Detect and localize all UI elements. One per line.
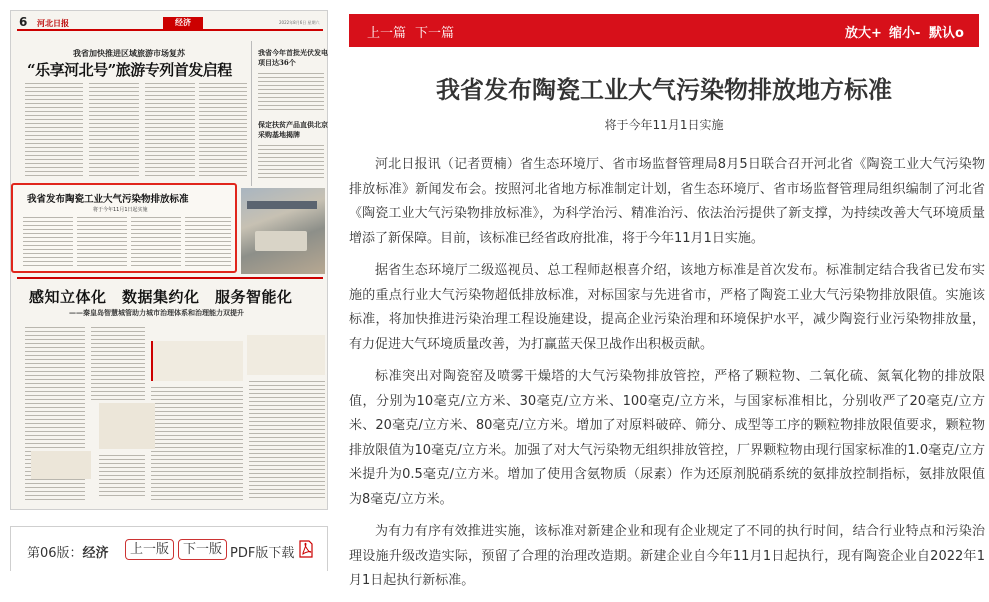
next-article-link[interactable]: 下一篇 [415, 26, 455, 41]
zoom-out-button[interactable]: 缩小- [889, 26, 921, 41]
article-paragraph: 标准突出对陶瓷窑及喷雾干燥塔的大气污染物排放管控，严格了颗粒物、二氧化硫、氮氧化物的排放限值，分别为10毫克/立方米、30毫克/立方米、100毫克/立方米，与国家标准相比，分别收严了20毫克/立方米、20毫克/立方米、80毫克/立方米。增加了对原料破碎、筛分、成型等工序的颗粒物排放限值要求，颗粒物排放限值为10毫克/立方米。加强了对大气污染物无组织排放管控，厂界颗粒物由现行国家标准的1.0毫克/立方米提升为0.5毫克/立方米。增加了使用含氨物质（尿素）作为还原剂脱硝系统的氨排放控制指标，氨排放限值为8毫克/立方米。 [349, 369, 985, 507]
newspaper-text-block [23, 217, 73, 269]
newspaper-headline-top[interactable]: “乐享河北号”旅游专列首发启程 [27, 61, 232, 79]
newspaper-page-thumbnail[interactable] [10, 10, 328, 510]
newspaper-text-block [145, 83, 195, 179]
selected-article-subtitle: 将于今年11月1日起实施 [93, 207, 148, 213]
pdf-icon[interactable] [299, 540, 313, 558]
article-title: 我省发布陶瓷工业大气污染物排放地方标准 [436, 76, 892, 104]
newspaper-pull-quote [151, 341, 243, 381]
prev-article-link[interactable]: 上一篇 [367, 26, 407, 41]
newspaper-section-rule [17, 277, 323, 279]
zoom-in-button[interactable]: 放大+ [845, 26, 882, 41]
article-paragraph: 河北日报讯（记者贾楠）省生态环境厅、省市场监督管理局8月5日联合召开河北省《陶瓷工业大气污染物排放标准》新闻发布会。按照河北省地方标准制定计划，省生态环境厅、省市场监督管理局组织编制了河北省《陶瓷工业大气污染物排放标准》，为科学治污、精准治污、依法治污提供了新支撑，为持续改善大气环境质量增添了新保障。目前，该标准已经省政府批准，将于今年11月1日实施。 [349, 157, 985, 246]
article-toolbar [349, 14, 979, 47]
newspaper-headline-main[interactable]: 感知立体化 数据集约化 服务智能化 [29, 288, 293, 306]
article-paragraph: 据省生态环境厅二级巡视员、总工程师赵根喜介绍，该地方标准是首次发布。标准制定结合我省已发布实施的重点行业大气污染物超低排放标准，对标国家与先进省市，严格了陶瓷工业大气污染物排放限值。实施该标准，将加快推进污染治理工程设施建设，提高企业污染治理和环境保护水平，减少陶瓷行业污染物排放量，有力促进大气环境质量改善，为打赢蓝天保卫战作出积极贡献。 [349, 263, 985, 352]
edition-prefix: 第06版： [27, 546, 83, 561]
newspaper-text-block [89, 83, 139, 179]
newspaper-pull-quote [247, 335, 325, 375]
prev-page-button[interactable]: 上一版 [125, 539, 174, 560]
newspaper-text-block [91, 327, 145, 403]
page-navigation-bar [10, 526, 328, 571]
newspaper-page-number: 6 [19, 15, 28, 29]
article-body [349, 153, 985, 602]
newspaper-subhead-main: ——秦皇岛智慧城管助力城市治理体系和治理能力双提升 [69, 308, 244, 317]
pdf-download-link[interactable]: PDF版下载 [230, 546, 295, 561]
newspaper-kicker-top[interactable]: 我省加快推进区域旅游市场复苏 [73, 48, 185, 58]
default-size-button[interactable]: 默认o [929, 26, 964, 41]
article-paragraph: 为有力有序有效推进实施，该标准对新建企业和现有企业规定了不同的执行时间，结合行业特点和污染治理设施升级改造实际，预留了合理的治理改造期。新建企业自今年11月1日起执行，现有陶瓷企业自2022年1月1日起执行新标准。 [349, 524, 985, 588]
article-subtitle: 将于今年11月1日实施 [604, 118, 724, 132]
newspaper-info-box [99, 403, 155, 449]
newspaper-text-block [185, 217, 231, 269]
newspaper-masthead: 河北日报 [37, 18, 69, 28]
newspaper-side-story-1[interactable]: 我省今年首批光伏发电项目达36个 [258, 48, 328, 67]
factory-photo-detail [247, 201, 317, 209]
factory-photo-detail [255, 231, 307, 251]
newspaper-text-block [258, 73, 324, 113]
newspaper-text-block [249, 381, 325, 501]
newspaper-section-tag: 经济 [163, 17, 203, 29]
edition-label [27, 542, 109, 561]
selected-article-title[interactable]: 我省发布陶瓷工业大气污染物排放标准 [27, 194, 189, 205]
newspaper-header [17, 17, 323, 31]
newspaper-side-story-2[interactable]: 保定扶贫产品直供北京采购基地揭牌 [258, 120, 328, 139]
newspaper-text-block [25, 83, 83, 179]
newspaper-text-block [77, 217, 127, 269]
newspaper-text-block [199, 83, 247, 179]
newspaper-column-divider [251, 41, 252, 186]
edition-name: 经济 [82, 546, 109, 561]
next-page-button[interactable]: 下一版 [178, 539, 227, 560]
newspaper-date-line: 2022年8月6日 星期六 [279, 20, 320, 25]
newspaper-text-block [151, 387, 243, 503]
newspaper-text-block [131, 217, 181, 269]
newspaper-text-block [258, 145, 324, 181]
newspaper-info-box [31, 451, 91, 479]
newspaper-text-block [99, 455, 145, 499]
selected-article-highlight[interactable] [11, 183, 237, 273]
